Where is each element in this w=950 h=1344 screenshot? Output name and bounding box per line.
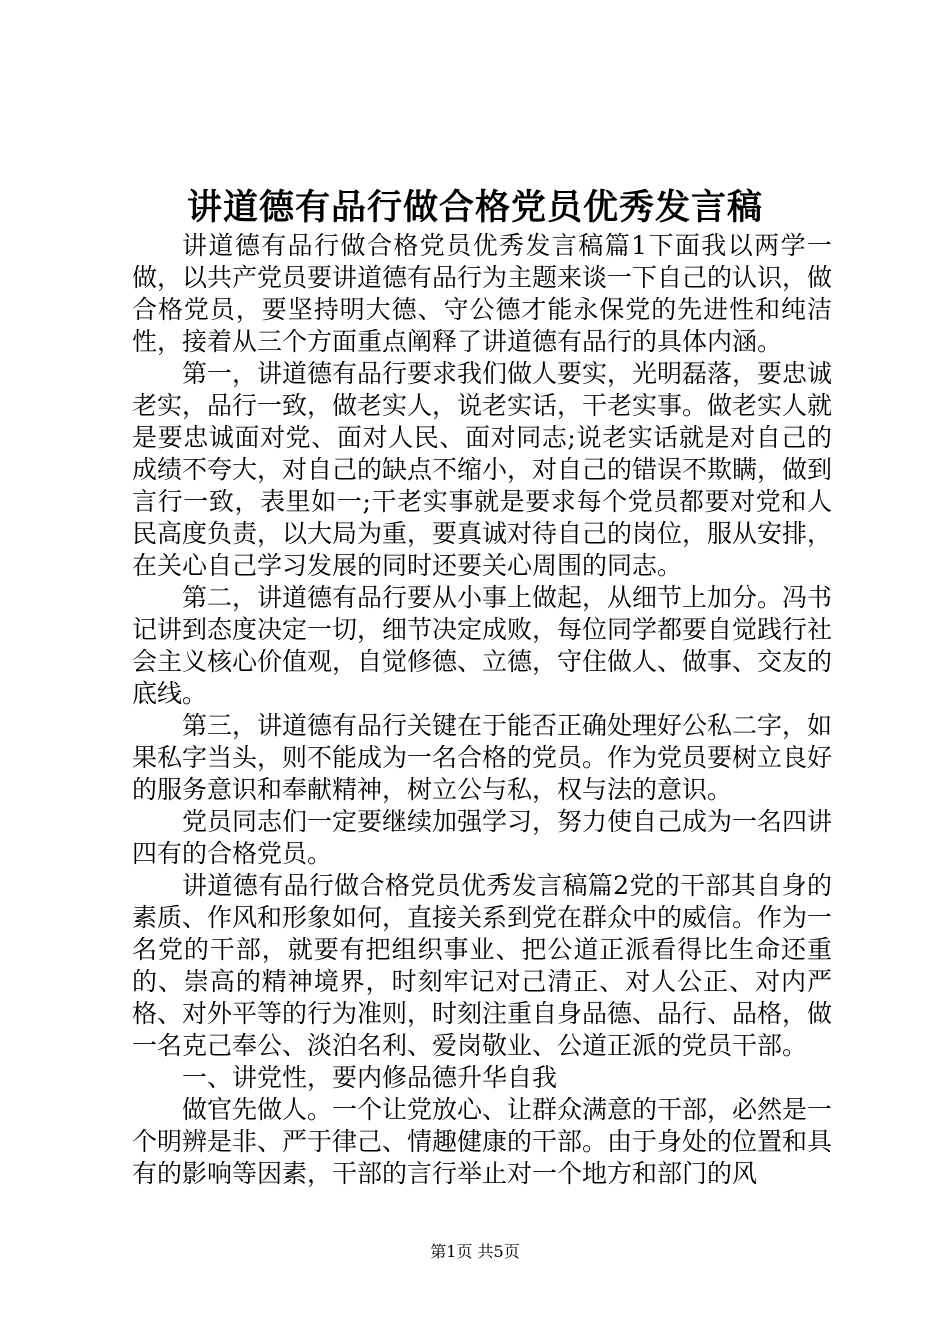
document-title: 讲道德有品行做合格党员优秀发言稿 <box>186 187 763 228</box>
paragraph-8: 做官先做人。一个让党放心、让群众满意的干部，必然是一个明辨是非、严于律己、情趣健康的干部。由于身处的位置和具有的影响等因素，干部的言行举止对一个地方和部门的风 <box>132 1095 833 1188</box>
paragraph-3: 第二，讲道德有品行要从小事上做起，从细节上加分。冯书记讲到态度决定一切，细节决定成败，每位同学都要自觉践行社会主义核心价值观，自觉修德、立德，守住做人、做事、交友的底线。 <box>132 583 833 708</box>
document-body <box>132 230 832 1190</box>
paragraph-1: 讲道德有品行做合格党员优秀发言稿篇1下面我以两学一做，以共产党员要讲道德有品行为主题来谈一下自己的认识，做合格党员，要坚持明大德、守公德才能永保党的先进性和纯洁性，接着从三个方面重点阐释了讲道德有品行的具体内涵。 <box>132 231 833 356</box>
page-number-footer: 第1页 共5页 <box>430 1242 520 1261</box>
paragraph-6: 讲道德有品行做合格党员优秀发言稿篇2党的干部其自身的素质、作风和形象如何，直接关系到党在群众中的威信。作为一名党的干部，就要有把组织事业、把公道正派看得比生命还重的、崇高的精神境界，时刻牢记对己清正、对人公正、对内严格、对外平等的行为准则，时刻注重自身品德、品行、品格，做一名克己奉公、淡泊名利、爱岗敬业、公道正派的党员干部。 <box>132 871 833 1060</box>
paragraph-7: 一、讲党性，要内修品德升华自我 <box>182 1063 558 1092</box>
paragraph-2: 第一，讲道德有品行要求我们做人要实，光明磊落，要忠诚老实，品行一致，做老实人，说老实话，干老实事。做老实人就是要忠诚面对党、面对人民、面对同志;说老实话就是对自己的成绩不夸大，对自己的缺点不缩小，对自己的错误不欺瞒，做到言行一致，表里如一;干老实事就是要求每个党员都要对党和人民高度负责，以大局为重，要真诚对待自己的岗位，服从安排，在关心自己学习发展的同时还要关心周围的同志。 <box>132 359 833 580</box>
paragraph-5: 党员同志们一定要继续加强学习，努力使自己成为一名四讲四有的合格党员。 <box>132 807 833 868</box>
paragraph-4: 第三，讲道德有品行关键在于能否正确处理好公私二字，如果私字当头，则不能成为一名合格的党员。作为党员要树立良好的服务意识和奉献精神，树立公与私，权与法的意识。 <box>132 711 833 804</box>
